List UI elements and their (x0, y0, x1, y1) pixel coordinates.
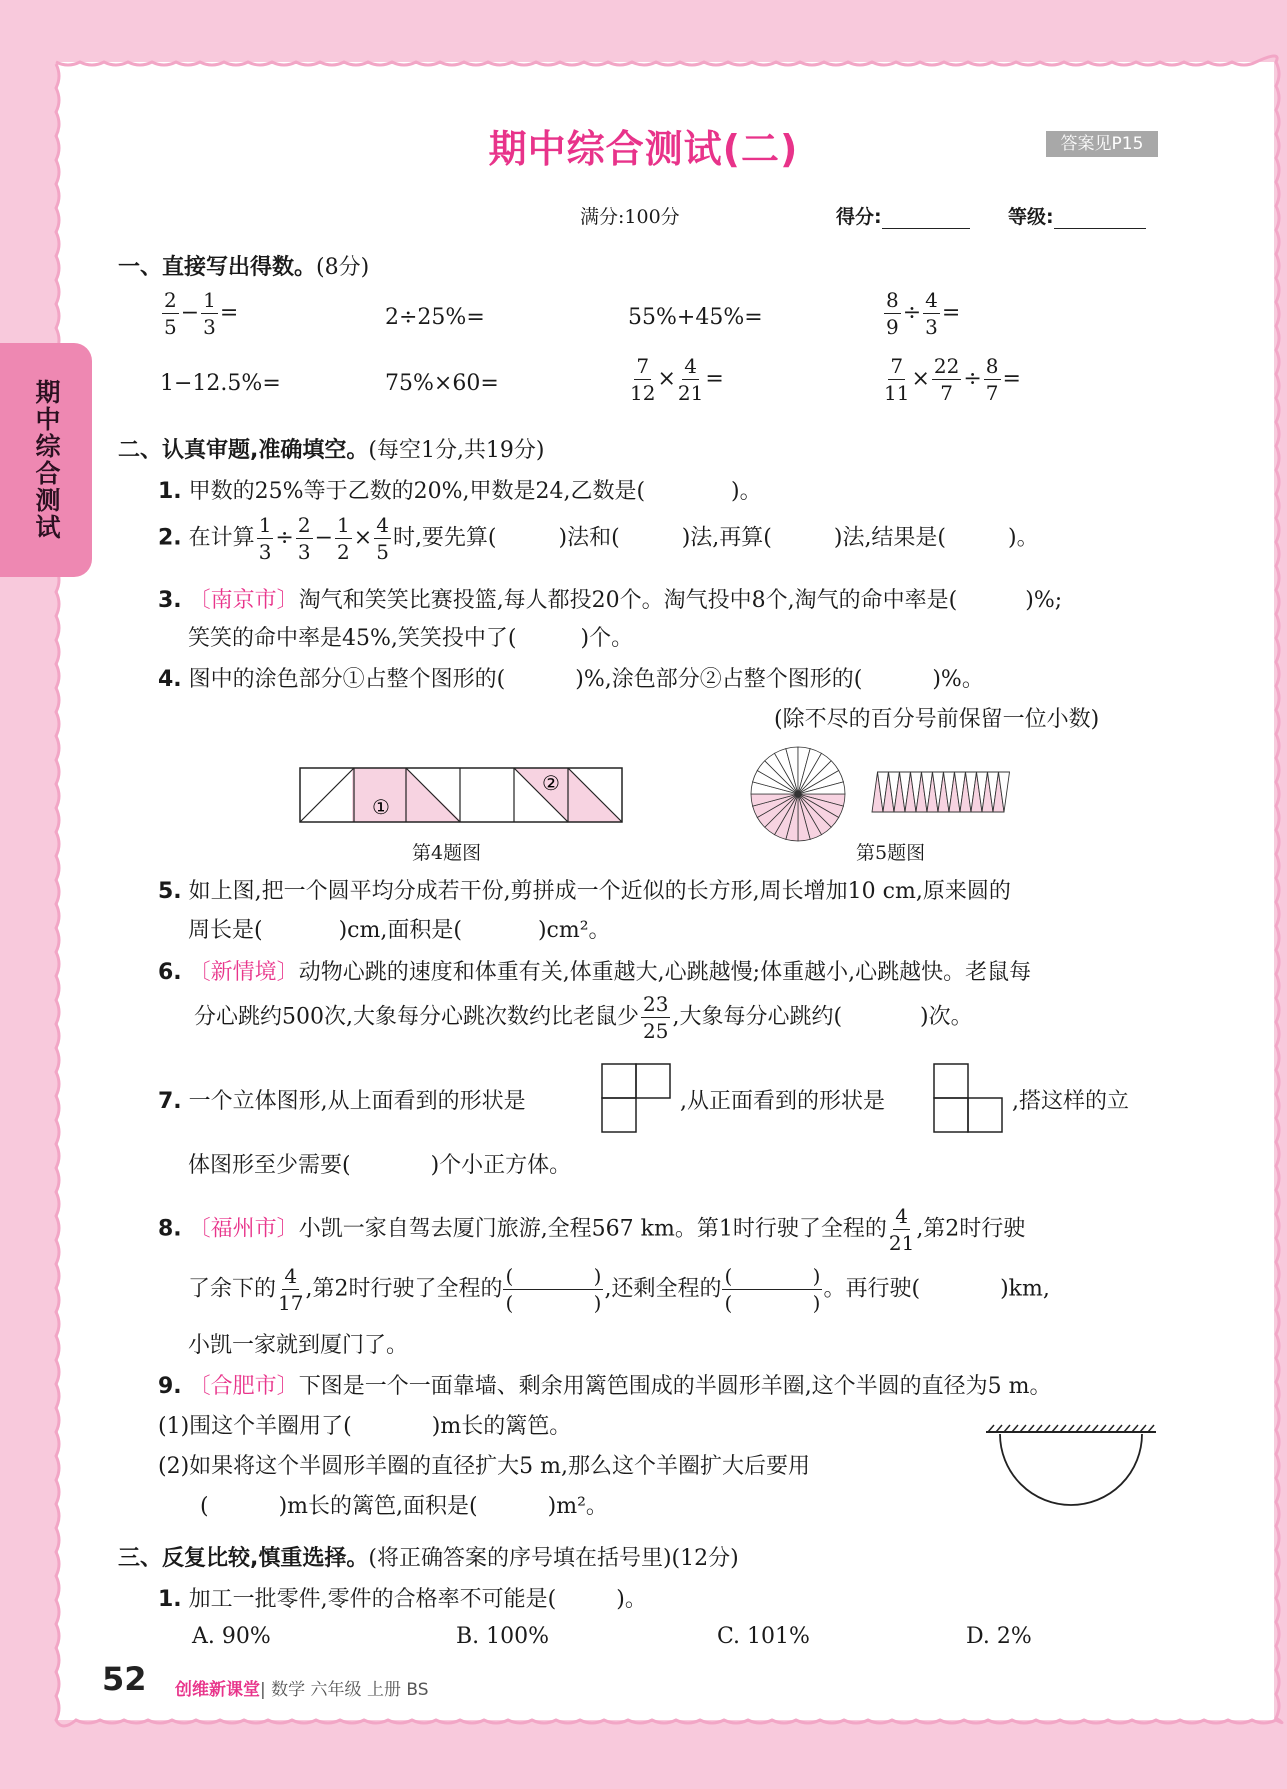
wall-hatch (988, 1425, 994, 1432)
question-8-line-3: 小凯一家就到厦门了。 (188, 1333, 409, 1358)
score-label: 得分: (836, 206, 882, 228)
wall-hatch (1116, 1425, 1122, 1432)
figure-5-caption: 第5题图 (856, 842, 926, 864)
figure-4-caption: 第4题图 (412, 842, 482, 864)
calc-item-5: 1−12.5%= (160, 371, 281, 396)
option-c[interactable]: C. 101% (717, 1624, 810, 1649)
front-view-icon (932, 1062, 1006, 1136)
section-1-heading: 一、直接写出得数。(8分) (118, 255, 370, 280)
question-9-line-1: 9. 〔合肥市〕下图是一个一面靠墙、剩余用篱笆围成的半圆形羊圈,这个半圆的直径为5 m。 (158, 1374, 1052, 1399)
wall-hatch (1140, 1425, 1146, 1432)
question-4: 4. 图中的涂色部分①占整个图形的( )%,涂色部分②占整个图形的( )%。 (158, 667, 984, 692)
wall-hatch (1132, 1425, 1138, 1432)
wall-hatch (1052, 1425, 1058, 1432)
calc-item-8: $\frac{7}{11}$ × $\frac{22}{7}$ ÷ $\frac{8}{7}$ = (884, 354, 1021, 405)
wall-hatch (1148, 1425, 1154, 1432)
q8-blank-1[interactable]: ( ) ( ) (505, 1264, 602, 1315)
figure-5-rectangle (866, 768, 1016, 816)
wall-hatch (1092, 1425, 1098, 1432)
wall-hatch (1012, 1425, 1018, 1432)
question-6-line-1: 6. 〔新情境〕动物心跳的速度和体重有关,体重越大,心跳越慢;体重越小,心跳越快。老鼠每 (158, 960, 1032, 985)
full-score: 满分:100分 (580, 206, 680, 228)
wall-hatch (1004, 1425, 1010, 1432)
score-field (836, 202, 970, 229)
wall-hatch (1108, 1425, 1114, 1432)
wall-hatch (1084, 1425, 1090, 1432)
choice-question-1: 1. 加工一批零件,零件的合格率不可能是( )。 (158, 1587, 647, 1612)
wall-hatch (1068, 1425, 1074, 1432)
section-2-heading: 二、认真审题,准确填空。(每空1分,共19分) (118, 438, 545, 463)
page-title: 期中综合测试(二) (488, 127, 799, 171)
section-3-heading: 三、反复比较,慎重选择。(将正确答案的序号填在括号里)(12分) (118, 1546, 739, 1571)
question-7-line-1b: ,从正面看到的形状是 (680, 1089, 885, 1114)
grade-blank[interactable] (1054, 210, 1146, 229)
question-3-line-2: 笑笑的命中率是45%,笑笑投中了( )个。 (188, 626, 634, 651)
page-number: 52 (102, 1660, 147, 1698)
figure-4 (298, 766, 626, 824)
wall-hatch (996, 1425, 1002, 1432)
question-5-line-2: 周长是( )cm,面积是( )cm²。 (188, 918, 611, 943)
fig4-mark-1: ① (372, 795, 390, 819)
question-7-line-1c: ,搭这样的立 (1012, 1089, 1129, 1114)
calc-item-2: 2÷25%= (385, 305, 485, 330)
top-view-icon (600, 1062, 674, 1136)
wall-hatch (1100, 1425, 1106, 1432)
wall-hatch (1028, 1425, 1034, 1432)
footer-book-info: | 数学 六年级 上册 BS (260, 1680, 429, 1700)
fig4-shade-1 (352, 768, 462, 822)
calc-item-6: 75%×60= (385, 371, 499, 396)
footer-brand: 创维新课堂 (175, 1680, 260, 1700)
calc-item-3: 55%+45%= (628, 305, 763, 330)
question-1: 1. 甲数的25%等于乙数的20%,甲数是24,乙数是( )。 (158, 479, 762, 504)
wall-hatch (1060, 1425, 1066, 1432)
fig4-mark-2: ② (542, 771, 560, 795)
option-d[interactable]: D. 2% (966, 1624, 1032, 1649)
question-6-line-2: 分心跳约500次,大象每分心跳次数约比老鼠少 $\frac{23}{25}$ ,大象每分心跳约( )次。 (194, 992, 973, 1043)
grade-field (1008, 202, 1146, 229)
calc-item-4: $\frac{8}{9}$ ÷ $\frac{4}{3}$ = (886, 288, 961, 339)
wall-hatch (1020, 1425, 1026, 1432)
question-4-note: (除不尽的百分号前保留一位小数) (774, 707, 1100, 732)
score-blank[interactable] (882, 210, 970, 229)
sheep-pen-figure (982, 1422, 1160, 1522)
question-9-sub-3: ( )m长的篱笆,面积是( )m²。 (200, 1494, 608, 1519)
q8-blank-2[interactable]: ( ) ( ) (724, 1264, 821, 1315)
calc-item-1: $\frac{2}{5}$ − $\frac{1}{3}$ = (164, 288, 239, 339)
question-7-line-2: 体图形至少需要( )个小正方体。 (188, 1153, 572, 1178)
question-8-line-1: 8. 〔福州市〕小凯一家自驾去厦门旅游,全程567 km。第1时行驶了全程的 $\frac{4}{21}$ ,第2时行驶 (158, 1204, 1026, 1255)
wall-hatch (1044, 1425, 1050, 1432)
option-b[interactable]: B. 100% (456, 1624, 550, 1649)
wall-hatch (1124, 1425, 1130, 1432)
question-2: 2. 在计算 $\frac{1}{3}$ ÷ $\frac{2}{3}$ − $\frac{1}{2}$ × $\frac{4}{5}$ 时,要先算( )法和( )法,再算( )法,结果是( )。 (158, 513, 1039, 564)
question-5-line-1: 5. 如上图,把一个圆平均分成若干份,剪拼成一个近似的长方形,周长增加10 cm,原来圆的 (158, 879, 1011, 904)
figure-5-circle (748, 744, 848, 844)
question-9-sub-2: (2)如果将这个半圆形羊圈的直径扩大5 m,那么这个羊圈扩大后要用 (158, 1454, 811, 1479)
question-7-line-1: 7. 一个立体图形,从上面看到的形状是 (158, 1089, 526, 1114)
question-3-line-1: 3. 〔南京市〕淘气和笑笑比赛投篮,每人都投20个。淘气投中8个,淘气的命中率是( )%; (158, 588, 1063, 613)
wall-hatch (1036, 1425, 1042, 1432)
question-9-sub-1: (1)围这个羊圈用了( )m长的篱笆。 (158, 1414, 572, 1439)
wall-hatch (1076, 1425, 1082, 1432)
calc-item-7: $\frac{7}{12}$ × $\frac{4}{21}$ = (630, 354, 724, 405)
grade-label: 等级: (1008, 206, 1054, 228)
question-8-line-2: 了余下的 $\frac{4}{17}$ ,第2时行驶了全程的 ( ) ( ) ,还剩全程的 ( ) ( ) 。再行驶( )km, (188, 1264, 1050, 1315)
option-a[interactable]: A. 90% (192, 1624, 271, 1649)
side-tab: 期中综合测试 (0, 343, 92, 577)
footer-text (175, 1675, 429, 1700)
answer-reference-badge: 答案见P15 (1046, 131, 1158, 157)
